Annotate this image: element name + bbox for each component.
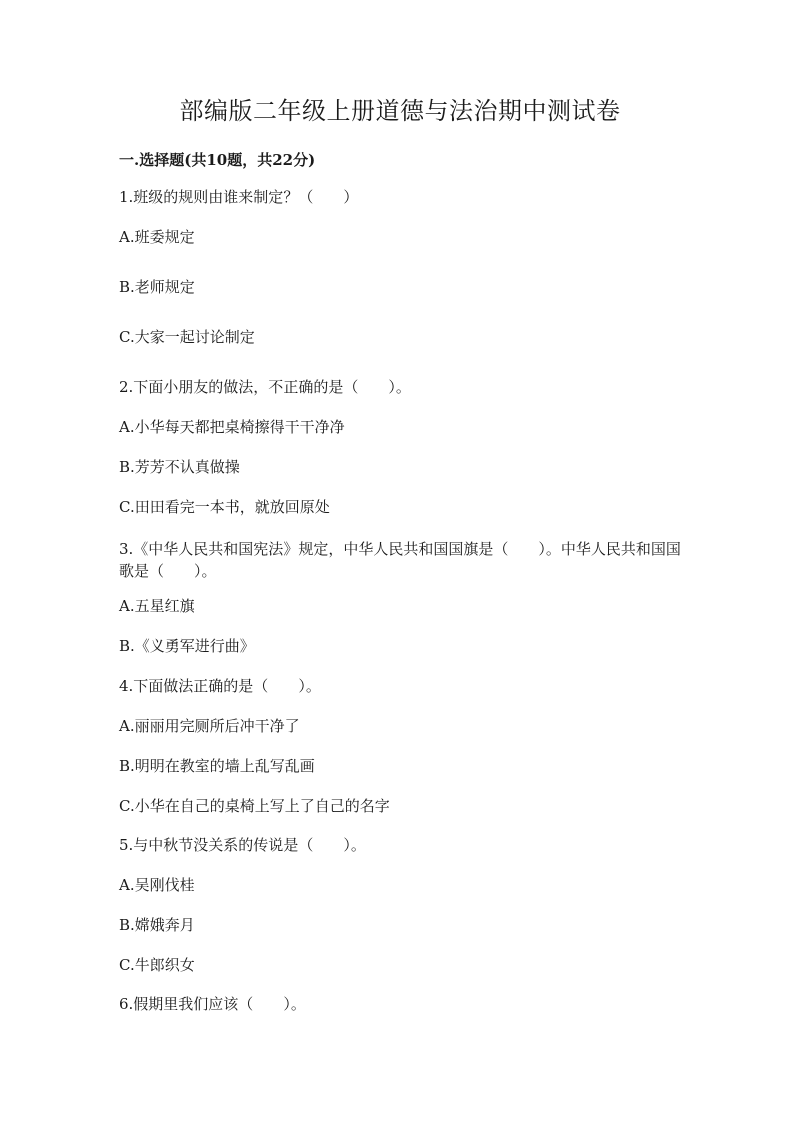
question-4-option-b: B.明明在教室的墙上乱写乱画	[119, 757, 315, 775]
question-5-option-c: C.牛郎织女	[119, 956, 195, 974]
question-4-stem: 4.下面做法正确的是（ ）。	[119, 677, 321, 695]
question-2-option-a: A.小华每天都把桌椅擦得干干净净	[119, 418, 345, 436]
question-5-stem: 5.与中秋节没关系的传说是（ ）。	[119, 836, 366, 854]
question-1-option-a: A.班委规定	[119, 228, 195, 246]
question-1-option-c: C.大家一起讨论制定	[119, 328, 255, 346]
question-3-option-b: B.《义勇军进行曲》	[119, 637, 255, 655]
question-1-stem: 1.班级的规则由谁来制定？（ ）	[119, 188, 359, 206]
question-3-option-a: A.五星红旗	[119, 597, 195, 615]
question-1-option-b: B.老师规定	[119, 278, 195, 296]
question-4-option-c: C.小华在自己的桌椅上写上了自己的名字	[119, 797, 390, 815]
question-5-option-a: A.吴刚伐桂	[119, 876, 195, 894]
question-4-option-a: A.丽丽用完厕所后冲干净了	[119, 717, 300, 735]
section-heading: 一.选择题(共10题，共22分)	[119, 151, 316, 169]
question-2-stem: 2.下面小朋友的做法，不正确的是（ ）。	[119, 378, 411, 396]
question-2-option-b: B.芳芳不认真做操	[119, 458, 240, 476]
question-3-stem: 3.《中华人民共和国宪法》规定，中华人民共和国国旗是（ ）。中华人民共和国国歌是（ ）。	[119, 540, 681, 580]
question-2-option-c: C.田田看完一本书，就放回原处	[119, 498, 330, 516]
page-title: 部编版二年级上册道德与法治期中测试卷	[179, 97, 621, 125]
question-6-stem: 6.假期里我们应该（ ）。	[119, 995, 306, 1013]
question-5-option-b: B.嫦娥奔月	[119, 916, 195, 934]
